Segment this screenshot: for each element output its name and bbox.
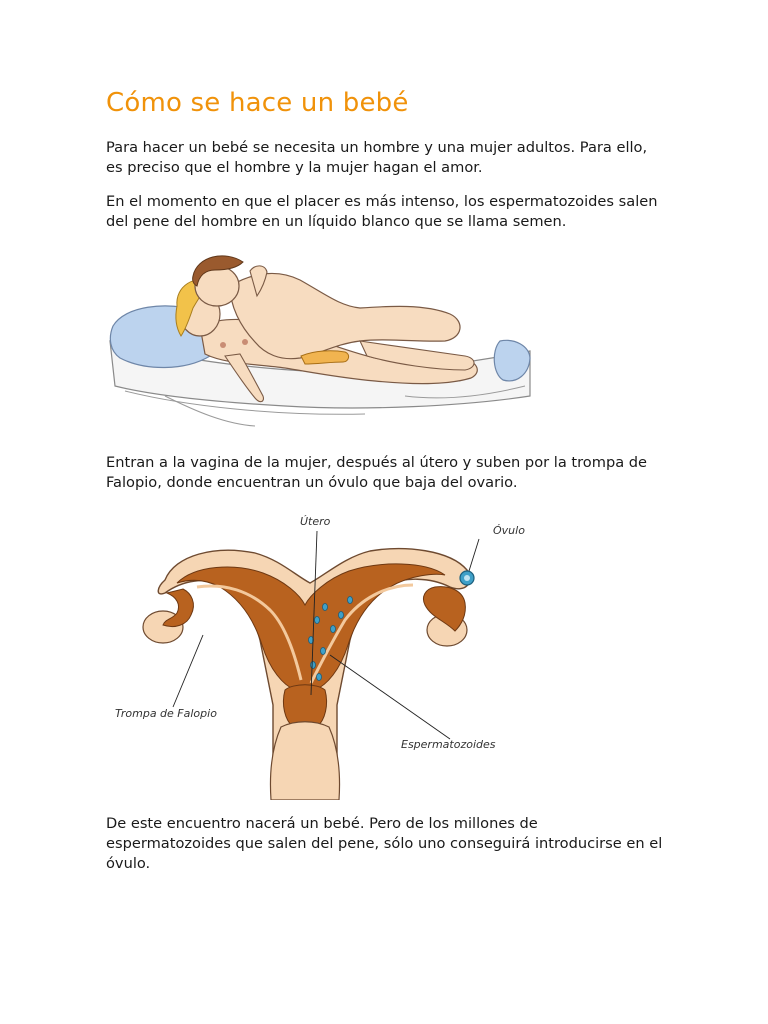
paragraph-4: De este encuentro nacerá un bebé. Pero de los millones de espermatozoides que salen del pene, sólo uno conseguirá introducirse en el óvulo. [106, 815, 663, 872]
paragraph-3: Entran a la vagina de la mujer, después al útero y suben por la trompa de Falopio, donde encuentran un óvulo que baja del ovario. [106, 454, 648, 491]
paragraph-1: Para hacer un bebé se necesita un hombre y una mujer adultos. Para ello, es preciso que el hombre y la mujer hagan el amor. [106, 139, 648, 176]
man-body [230, 273, 460, 358]
couple-illustration [105, 246, 535, 436]
vagina [270, 722, 339, 800]
page-title: Cómo se hace un bebé [106, 88, 409, 118]
paragraph-2: En el momento en que el placer es más intenso, los espermatozoides salen del pene del hombre en un líquido blanco que se llama semen. [106, 193, 658, 230]
label-uterus: Útero [300, 515, 331, 528]
label-fallopian-tube: Trompa de Falopio [115, 707, 217, 720]
reproductive-diagram [105, 505, 525, 800]
cervix [283, 685, 326, 727]
label-sperm: Espermatozoides [401, 738, 496, 751]
fimbriae-left [163, 589, 193, 627]
label-ovum: Óvulo [493, 524, 525, 537]
